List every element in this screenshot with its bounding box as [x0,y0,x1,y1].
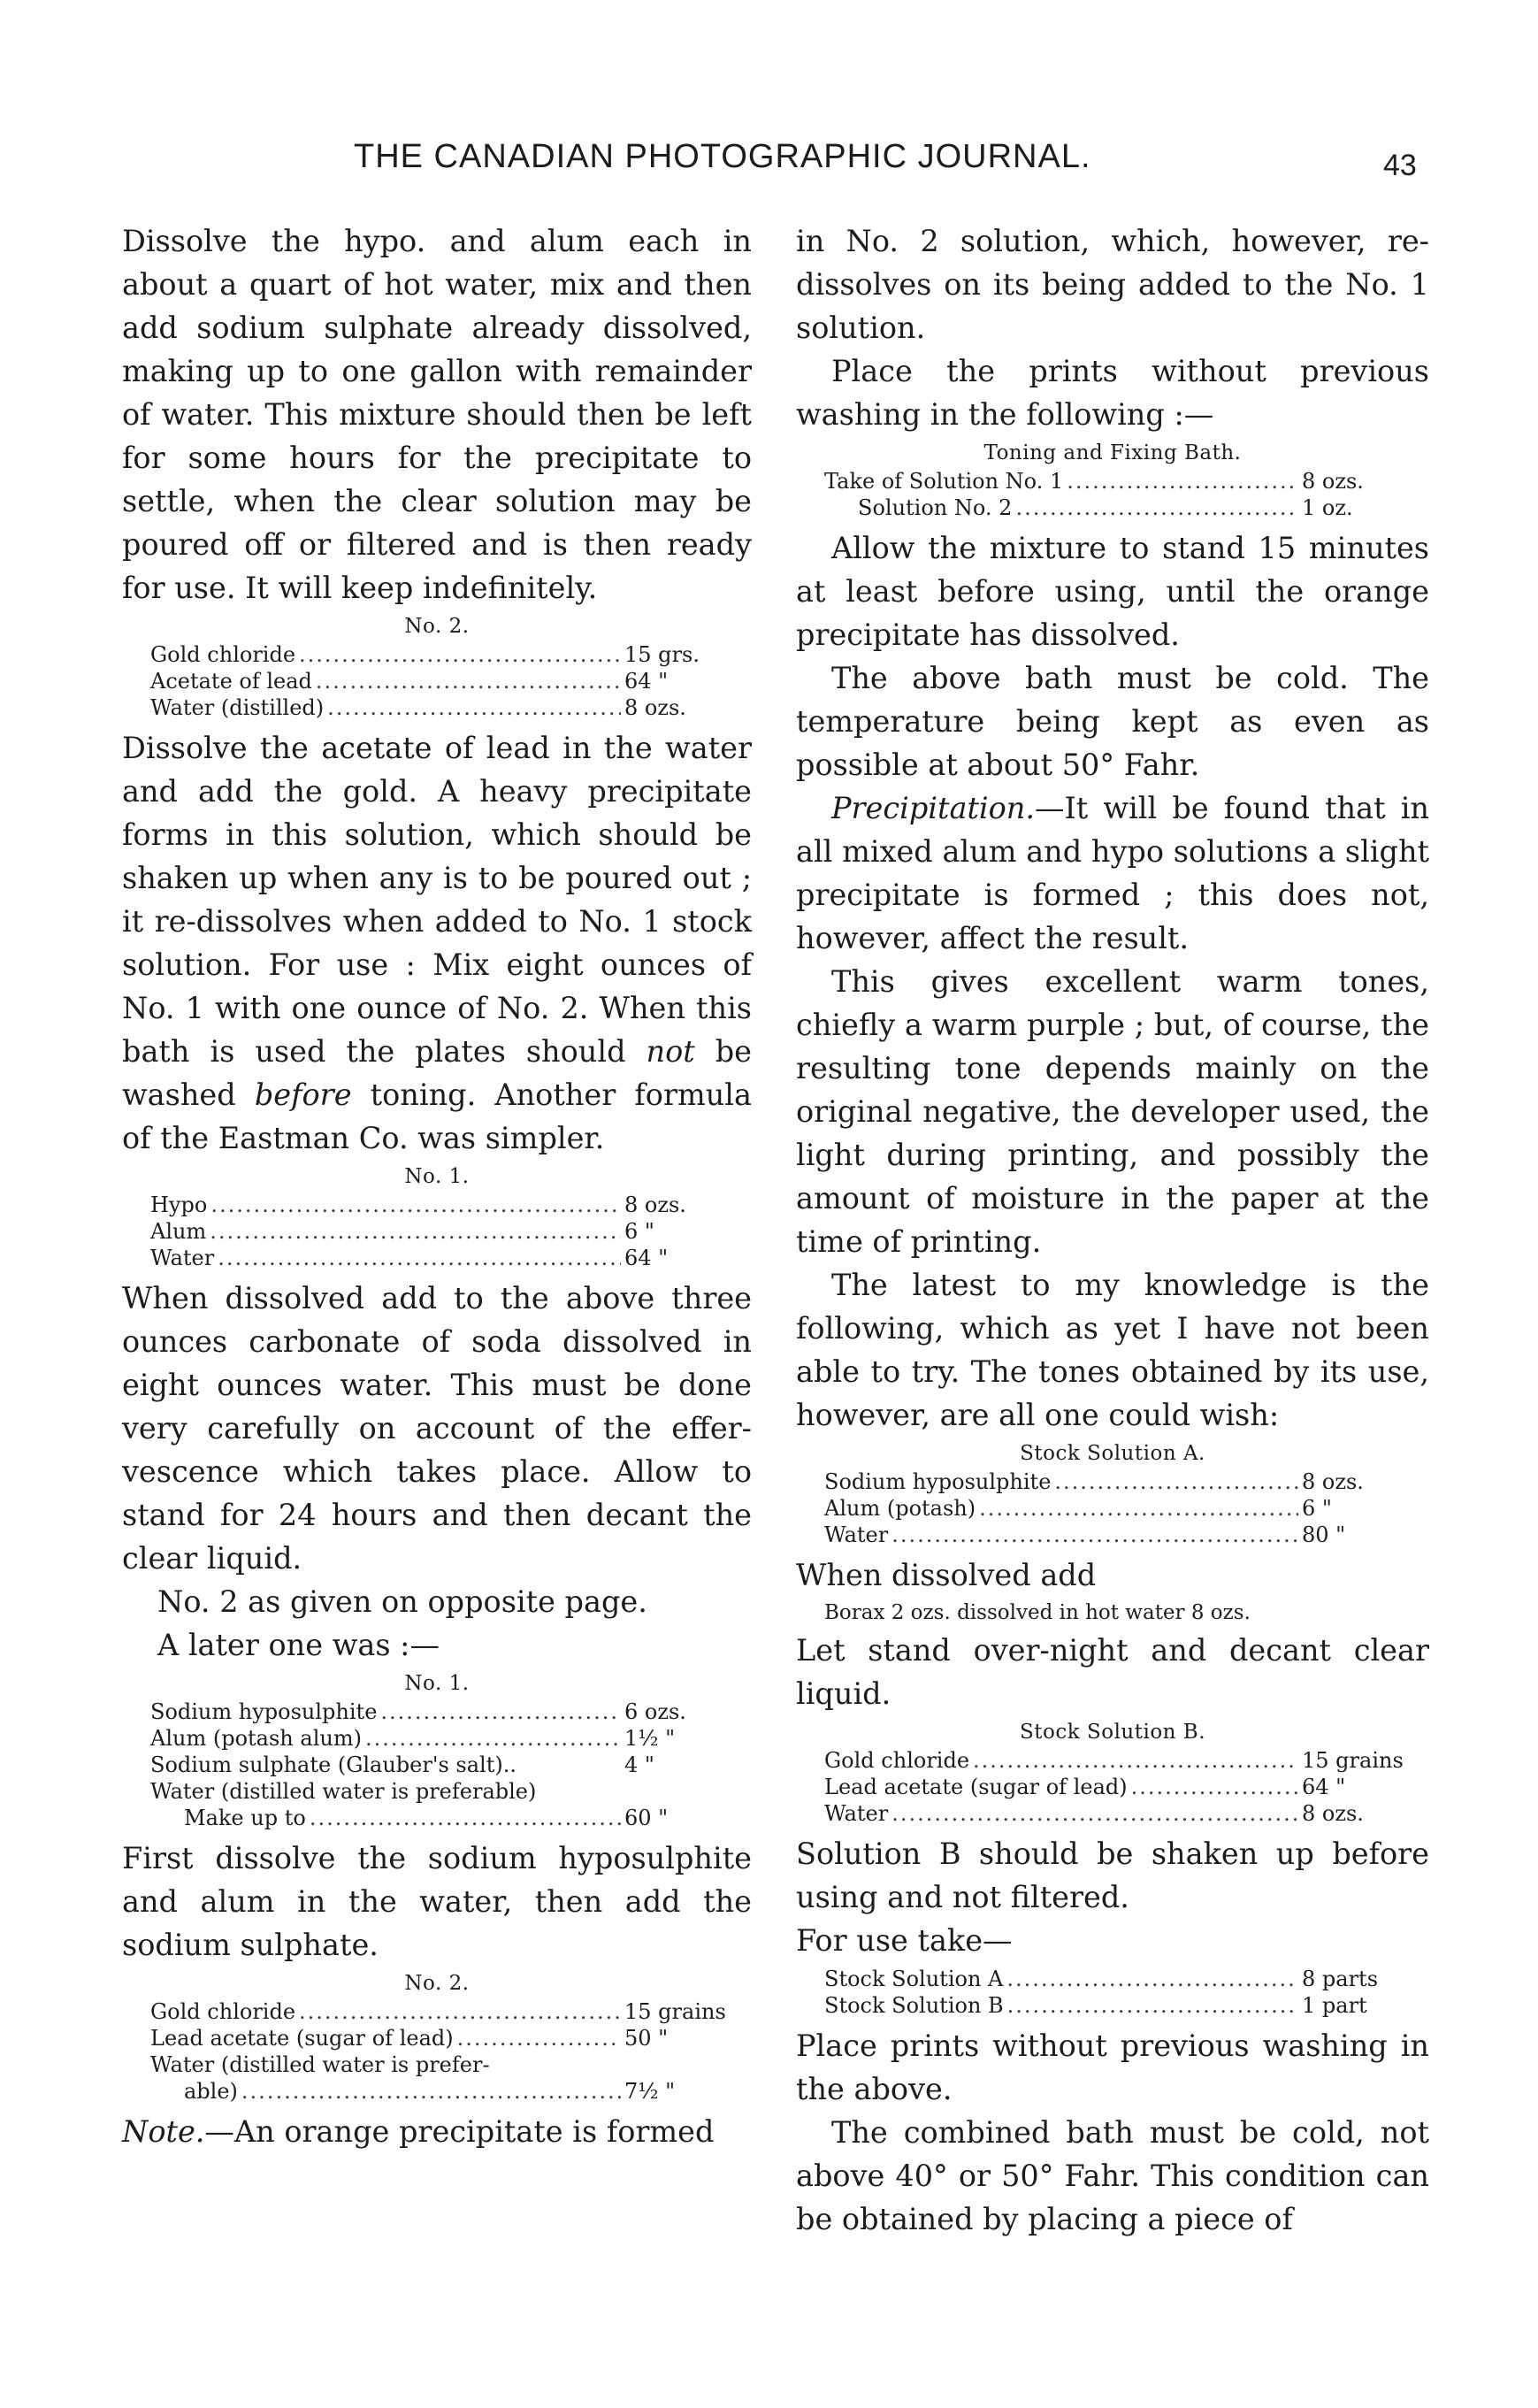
formula-row: able) ..... 7½ " [122,2078,752,2105]
paragraph: Dissolve the acetate of lead in the water and add the gold. A heavy precipitate forms in this solution, which should be shaken up when any is to be poured out ; it re-dissolves when added to No. 1 stock solution. For use : Mix eight ounces of No. 1 with one ounce of No. 2. When this bath is used the plates should not be washed before toning. Another formula of the Eastman Co. was simpler. [122,731,752,1155]
formula-row: Sodium hyposulphite ..... 6 ozs. [122,1699,752,1725]
paragraph: Dissolve the hypo. and alum each in about a quart of hot water, mix and then add sodium sulphate already dissolved, making up to one gallon with remainder of water. This mixture should then be left for some hours for the precipitate to settle, when the clear solution may be poured off or filtered and is then ready for use. It will keep indefinitely. [122,224,752,605]
paragraph: Precipitation.—It will be found that in all mixed alum and hypo solutions a slight precipitate is formed ; this does not, however, affect the result. [796,791,1429,955]
formula-title: No. 1. [404,1672,470,1695]
formula-row: Alum (potash alum) ..... 1½ " [122,1725,752,1752]
paragraph: in No. 2 solution, which, however, redissolves on its being added to the No. 1 solution. [796,224,1429,345]
paragraph: Let stand over-night and decant clear liquid. [796,1633,1429,1711]
page-number: 43 [1383,149,1417,182]
note-label: Note. [122,2114,205,2149]
formula-toning-fixing-bath [796,440,1429,521]
journal-title: THE CANADIAN PHOTOGRAPHIC JOURNAL. [354,138,1091,175]
formula-row: Alum ..... 6 " [122,1218,752,1245]
left-column [122,219,752,2153]
paragraph: No. 2 as given on opposite page. [157,1584,647,1619]
formula-row: Water ..... 8 ozs. [796,1800,1429,1827]
formula-row: Make up to ..... 60 " [122,1805,752,1831]
emphasis: not [646,1034,695,1069]
formula-row: Gold chloride ..... 15 grs. [122,641,752,668]
formula-row: Lead acetate (sugar of lead) ..... 50 " [122,2025,752,2051]
formula-title: No. 1. [404,1165,470,1188]
formula-title: Stock Solution B. [1019,1721,1206,1744]
borax-line: Borax 2 ozs. dissolved in hot water 8 ozs. [824,1601,1251,1624]
formula-later-no2 [122,1970,752,2105]
formula-row: Water (distilled water is preferable) [150,1779,537,1804]
paragraph: First dissolve the sodium hyposulphite and alum in the water, then add the sodium sulphate. [122,1841,752,1962]
emphasis: before [254,1077,352,1112]
paragraph: Place prints without previous washing in the above. [796,2028,1429,2106]
formula-title: No. 2. [404,615,470,638]
paragraph: When dissolved add [796,1558,1097,1592]
paragraph: Allow the mixture to stand 15 minutes at least before using, until the orange precipitate has dissolved. [796,531,1429,652]
formula-stock-solution-b [796,1719,1429,1827]
formula-row: Sodium sulphate (Glauber's salt).. 4 " [150,1752,654,1777]
formula-row: Acetate of lead ..... 64 " [122,668,752,694]
formula-row: Water (distilled) ..... 8 ozs. [122,694,752,721]
section-label: Precipitation. [831,791,1036,825]
formula-row: Sodium hyposulphite ..... 8 ozs. [796,1469,1429,1495]
formula-stock-solution-a [796,1440,1429,1548]
note: Note.—An orange precipitate is formed [122,2114,715,2149]
formula-title: Toning and Fixing Bath. [983,441,1242,464]
formula-title: No. 2. [404,1972,470,1995]
formula-eastman-no1 [122,1163,752,1271]
paragraph: A later one was :— [157,1628,440,1662]
formula-row: Take of Solution No. 1 ..... 8 ozs. [796,468,1429,495]
formula-no2 [122,613,752,721]
formula-row: Gold chloride ..... 15 grains [122,1998,752,2025]
formula-for-use [796,1966,1429,2019]
formula-row: Water (distilled water is prefer- [150,2052,490,2077]
paragraph: The above bath must be cold. The temperature being kept as even as possible at about 50° Fahr. [796,661,1429,782]
formula-row: Water ..... 80 " [796,1522,1429,1548]
paragraph: The latest to my knowledge is the following, which as yet I have not been able to try. The tones obtained by its use, however, are all one could wish: [796,1268,1429,1432]
paragraph: When dissolved add to the above three ounces carbonate of soda dissolved in eight ounces water. This must be done very carefully on account of the effervescence which takes place. Allow to stand for 24 hours and then decant the clear liquid. [122,1281,752,1576]
formula-row: Hypo ..... 8 ozs. [122,1192,752,1218]
right-column [796,219,1429,2241]
formula-row: Solution No. 2 ..... 1 oz. [796,495,1429,521]
formula-row: Alum (potash) ..... 6 " [796,1495,1429,1522]
formula-row: Stock Solution B ..... 1 part [796,1992,1429,2019]
formula-row: Stock Solution A ..... 8 parts [796,1966,1429,1992]
paragraph: The combined bath must be cold, not above 40° or 50° Fahr. This condition can be obtained by placing a piece of [796,2115,1429,2236]
paragraph: This gives excellent warm tones, chiefly a warm purple ; but, of course, the resulting tone depends mainly on the original negative, the developer used, the light during printing, and possibly the amount of moisture in the paper at the time of printing. [796,964,1429,1259]
formula-row: Gold chloride ..... 15 grains [796,1747,1429,1774]
formula-title: Stock Solution A. [1020,1442,1205,1465]
running-header [0,138,1538,191]
formula-row: Water ..... 64 " [122,1245,752,1271]
formula-row: Lead acetate (sugar of lead) ..... 64 " [796,1774,1429,1800]
formula-later-no1 [122,1670,752,1831]
paragraph: Place the prints without previous washing in the following :— [796,354,1429,432]
paragraph: For use take— [796,1923,1013,1958]
paragraph: Solution B should be shaken up before using and not filtered. [796,1837,1429,1914]
